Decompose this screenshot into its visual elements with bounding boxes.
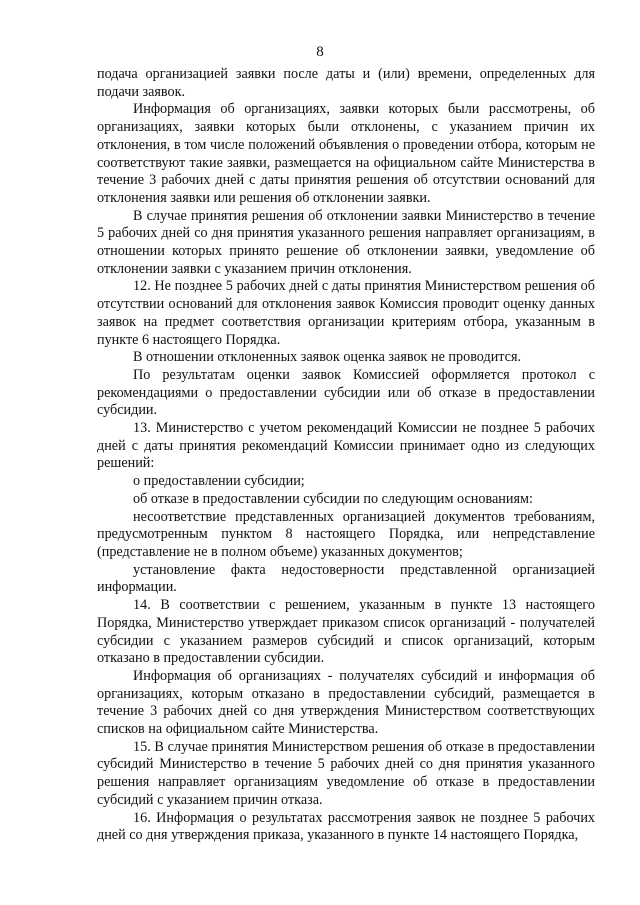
paragraph-10: несоответствие представленных организацией документов требованиям, предусмотренным пунктом 8 настоящего Порядка, или непредставление (представление не в полном объеме) указанных документов;	[97, 508, 595, 560]
paragraph-3: В случае принятия решения об отклонении заявки Министерство в течение 5 рабочих дней со дня принятия указанного решения направляет организациям, в отношении которых принято решение об отклонении заявки, уведомление об отклонении заявки с указанием причин отклонения.	[97, 207, 595, 277]
paragraph-13: Информация об организациях - получателях субсидий и информация об организациях, которым отказано в предоставлении субсидий, размещается в течение 3 рабочих дней со дня утверждения Министерством соответствующих списков на официальном сайте Министерства.	[97, 667, 595, 738]
paragraph-9: об отказе в предоставлении субсидии по следующим основаниям:	[133, 490, 533, 507]
body-text	[97, 66, 595, 845]
paragraph-14: 15. В случае принятия Министерством решения об отказе в предоставлении субсидий Министерство в течение 5 рабочих дней со дня принятия указанного решения направляет организациям уведомление об отказе в предоставлении субсидий с указанием причин отказа.	[97, 738, 595, 808]
paragraph-11: установление факта недостоверности представленной организацией информации.	[97, 561, 595, 596]
paragraph-12: 14. В соответствии с решением, указанным в пункте 13 настоящего Порядка, Министерство утверждает приказом список организаций - получателей субсидии с указанием размеров субсидий и список организаций, которым отказано в предоставлении субсидии.	[97, 597, 595, 667]
paragraph-8: о предоставлении субсидии;	[133, 473, 305, 490]
paragraph-2: Информация об организациях, заявки которых были рассмотрены, об организациях, заявки которых были отклонены, с указанием причин их отклонения, в том числе положений объявления о проведении отбора, которым не соответствуют такие заявки, размещается на официальном сайте Министерства в течение 3 рабочих дней с даты принятия решения об отсутствии оснований для отклонения заявки или решения об отклонении заявки.	[97, 101, 595, 206]
paragraph-7: 13. Министерство с учетом рекомендаций Комиссии не позднее 5 рабочих дней с даты принятия рекомендаций Комиссии принимает одно из следующих решений:	[97, 420, 595, 472]
paragraph-4: 12. Не позднее 5 рабочих дней с даты принятия Министерством решения об отсутствии оснований для отклонения заявок Комиссия проводит оценку данных заявок на предмет соответствия организации критериям отбора, указанным в пункте 6 настоящего Порядка.	[97, 278, 595, 348]
paragraph-6: По результатам оценки заявок Комиссией оформляется протокол с рекомендациями о предоставлении субсидии или об отказе в предоставлении субсидии.	[97, 366, 595, 419]
paragraph-5: В отношении отклоненных заявок оценка заявок не проводится.	[133, 349, 522, 366]
page-number: 8	[316, 44, 324, 60]
paragraph-15: 16. Информация о результатах рассмотрения заявок не позднее 5 рабочих дней со дня утверждения приказа, указанного в пункте 14 настоящего Порядка,	[97, 809, 595, 844]
paragraph-1: подача организацией заявки после даты и (или) времени, определенных для подачи заявок.	[97, 66, 595, 100]
